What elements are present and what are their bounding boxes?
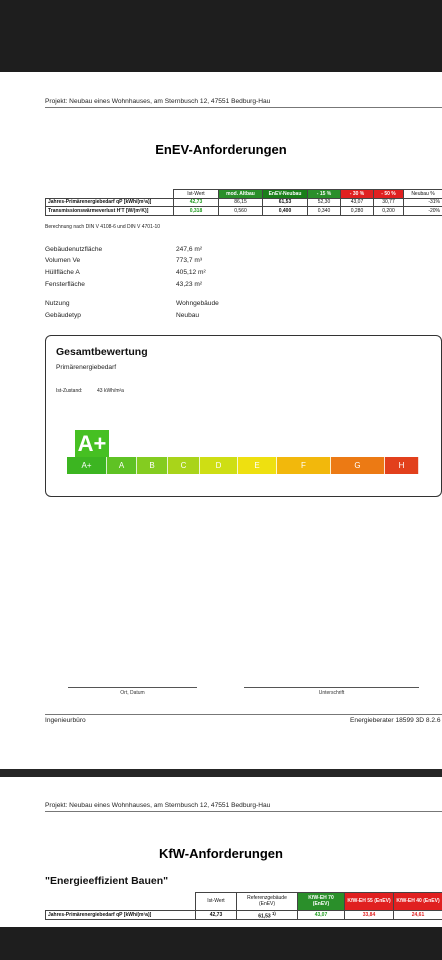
usage-label: Gebäudetyp (45, 312, 81, 319)
table-cell: 0,280 (341, 207, 374, 216)
energy-class-h: H (385, 457, 419, 474)
current-class-marker: A+ (75, 430, 109, 458)
footer-right: Energieberater 18599 3D 8.2.6 (350, 717, 441, 724)
col-header-ist: Ist-Wert (174, 190, 219, 199)
usage-value: Neubau (176, 312, 200, 319)
calculation-note: Berechnung nach DIN V 4108-6 und DIN V 4701-10 (45, 224, 161, 230)
col-header-50: - 50 % (374, 190, 404, 199)
table-cell: 42,73 (196, 910, 237, 920)
table-row (46, 207, 442, 216)
table-cell: -31% (404, 198, 442, 207)
col-header-percent: Neubau % (404, 190, 442, 199)
header-rule (45, 811, 442, 812)
kfw-requirements-table (45, 892, 442, 920)
footer-rule (45, 714, 442, 715)
table-cell: 43,07 (298, 910, 345, 920)
table-header-row (46, 190, 442, 199)
table-cell: 0,400 (263, 207, 308, 216)
col-header-altbau: mod. Altbau (219, 190, 263, 199)
table-cell: 0,318 (174, 207, 219, 216)
row-label: Jahres-Primärenergiebedarf qP [kWh/(m²a)] (46, 198, 174, 207)
prop-label: Volumen Ve (45, 257, 81, 264)
col-header-eh70: KfW-EH 70 (EnEV) (298, 893, 345, 911)
usage-value: Wohngebäude (176, 300, 219, 307)
reference-value: 61,53 (258, 913, 271, 920)
table-cell: 43,07 (341, 198, 374, 207)
header-rule (45, 107, 442, 108)
table-cell: 42,73 (174, 198, 219, 207)
energy-class-e: E (238, 457, 277, 474)
table-row (46, 198, 442, 207)
reference-footnote: 1) (272, 910, 276, 916)
col-header-30: - 30 % (341, 190, 374, 199)
prop-label: Hüllfläche A (45, 269, 80, 276)
table-cell: 52,30 (308, 198, 341, 207)
prop-label: Fensterfläche (45, 281, 85, 288)
table-cell: 24,61 (394, 910, 442, 920)
col-header-ist: Ist-Wert (196, 893, 237, 911)
col-header-reference: Referenzgebäude (EnEV) (237, 893, 298, 911)
table-cell: 86,15 (219, 198, 263, 207)
project-header: Projekt: Neubau eines Wohnhauses, am Sternbusch 12, 47551 Bedburg-Hau (45, 802, 271, 809)
table-cell: 61,53 (263, 198, 308, 207)
state-label: Ist-Zustand: (56, 388, 83, 394)
energy-class-c: C (168, 457, 200, 474)
page-title: KfW-Anforderungen (159, 846, 283, 861)
viewer-top-bar (0, 0, 442, 72)
col-header-15: - 15 % (308, 190, 341, 199)
energy-class-a-plus: A+ (67, 457, 107, 474)
page-subtitle: "Energieeffizient Bauen" (45, 875, 169, 887)
prop-value: 405,12 m² (176, 269, 206, 276)
state-value: 43 kWh/m²a (97, 388, 124, 394)
sign-signature: Unterschrift (318, 690, 345, 696)
table-cell: 0,200 (374, 207, 404, 216)
energy-class-g: G (331, 457, 385, 474)
prop-value: 43,23 m² (176, 281, 203, 288)
col-header-eh55: KfW-EH 55 (EnEV) (345, 893, 394, 911)
energy-class-a: A (107, 457, 137, 474)
signature-line-right (244, 687, 419, 688)
viewer-bottom-bar (0, 927, 442, 960)
col-header-neubau: EnEV-Neubau (263, 190, 308, 199)
prop-value: 773,7 m³ (176, 257, 203, 264)
project-header: Projekt: Neubau eines Wohnhauses, am Sternbusch 12, 47551 Bedburg-Hau (45, 98, 271, 105)
signature-line-left (68, 687, 197, 688)
table-cell (237, 910, 298, 920)
col-header-eh40: KfW-EH 40 (EnEV) (394, 893, 442, 911)
row-label: Jahres-Primärenergiebedarf qP [kWh/(m²a)] (46, 910, 196, 920)
enev-requirements-table (45, 189, 442, 216)
energy-class-b: B (137, 457, 168, 474)
page-title: EnEV-Anforderungen (155, 142, 287, 157)
table-cell: 0,340 (308, 207, 341, 216)
energy-class-f: F (277, 457, 331, 474)
energy-class-d: D (200, 457, 238, 474)
table-header-row (46, 893, 442, 911)
sign-place-date: Ort, Datum (120, 690, 145, 696)
prop-value: 247,6 m² (176, 246, 203, 253)
table-corner (46, 893, 196, 911)
table-row (46, 910, 442, 920)
rating-subtitle: Primärenergiebedarf (56, 364, 117, 371)
row-label: Transmissionswärmeverlust H'T [W/(m²K)] (46, 207, 174, 216)
table-cell: 30,77 (374, 198, 404, 207)
prop-label: Gebäudenutzfläche (45, 246, 103, 253)
usage-label: Nutzung (45, 300, 70, 307)
energy-scale (67, 457, 419, 474)
table-cell: -20% (404, 207, 442, 216)
table-cell: 33,84 (345, 910, 394, 920)
table-corner (46, 190, 174, 199)
rating-title: Gesamtbewertung (56, 346, 148, 358)
table-cell: 0,560 (219, 207, 263, 216)
footer-left: Ingenieurbüro (45, 717, 86, 724)
